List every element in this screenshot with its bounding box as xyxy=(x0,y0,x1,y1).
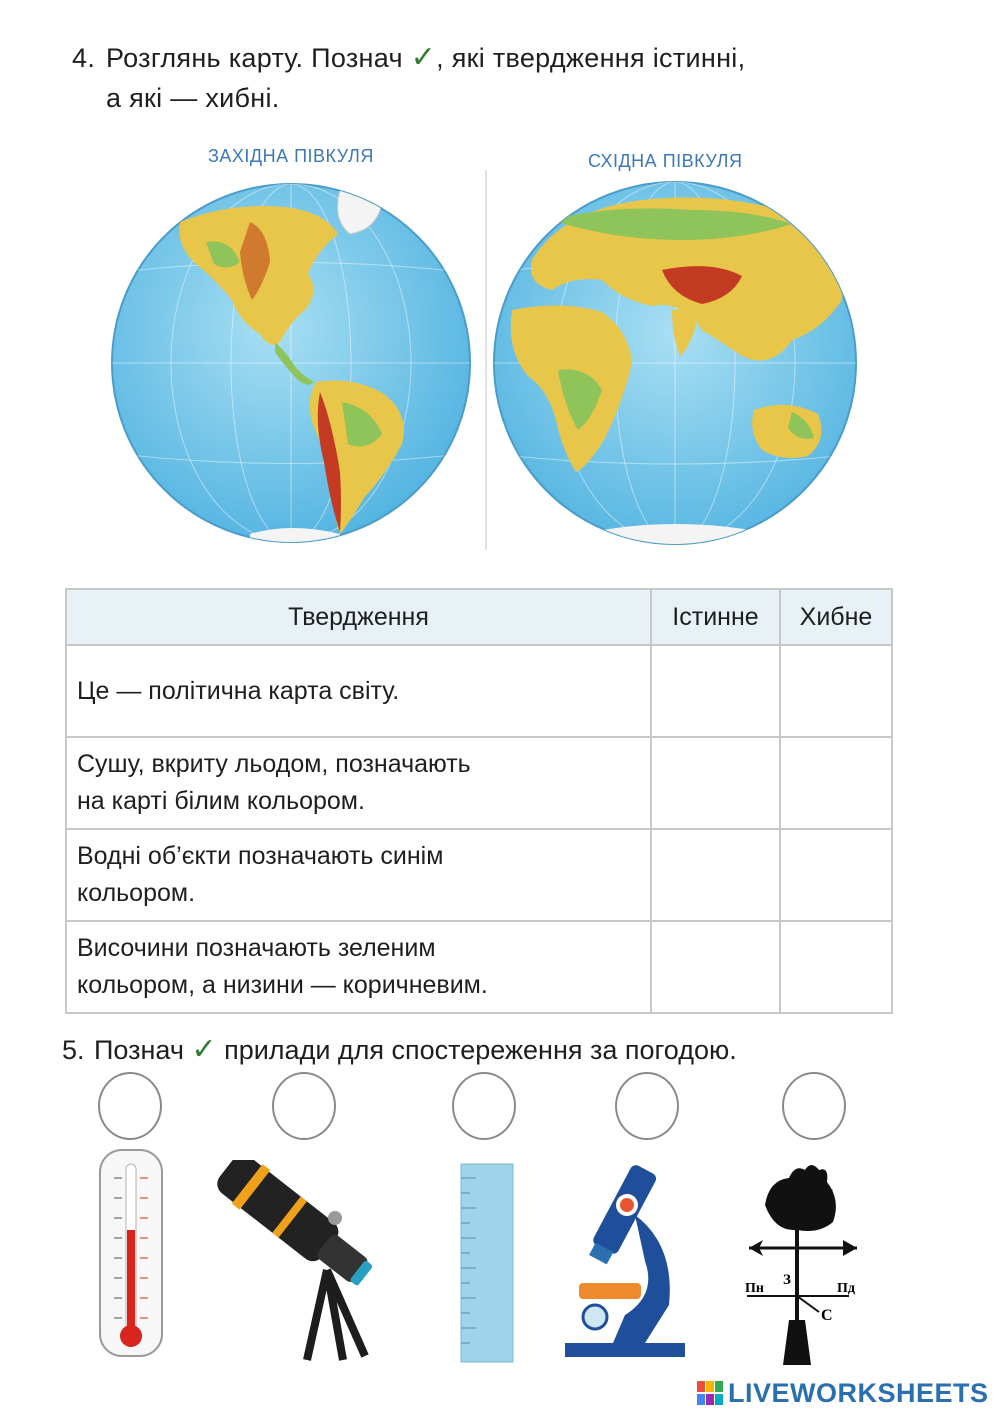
false-answer-cell[interactable] xyxy=(780,645,892,737)
answer-circle-weathervane[interactable] xyxy=(782,1072,846,1140)
weathervane-east-letter: Пд xyxy=(837,1281,855,1296)
false-answer-cell[interactable] xyxy=(780,829,892,921)
true-answer-cell[interactable] xyxy=(651,737,780,829)
task-5-text-part1: Познач xyxy=(94,1035,184,1065)
task-5-title xyxy=(62,1030,737,1070)
thermometer-icon xyxy=(98,1148,164,1358)
statement-cell xyxy=(66,645,651,737)
answer-circle-microscope[interactable] xyxy=(615,1072,679,1140)
answer-circle-ruler[interactable] xyxy=(452,1072,516,1140)
eastern-hemisphere-label: СХІДНА ПІВКУЛЯ xyxy=(588,151,743,171)
table-row xyxy=(66,921,892,1013)
statement-text-line1: Водні об’єкти позначають синім xyxy=(77,842,444,870)
map-divider xyxy=(485,170,487,550)
true-answer-cell[interactable] xyxy=(651,921,780,1013)
ruler-icon xyxy=(460,1163,514,1363)
statement-text-line1: Сушу, вкриту льодом, позначають xyxy=(77,750,471,778)
header-statement: Твердження xyxy=(66,589,651,645)
true-answer-cell[interactable] xyxy=(651,645,780,737)
liveworksheets-logo-icon xyxy=(697,1381,723,1405)
weathervane-south-letter: С xyxy=(821,1307,833,1324)
task-4-text-part1: Розглянь карту. Познач xyxy=(106,43,403,73)
task-4-text-line2: а які — хибні. xyxy=(106,83,280,113)
task-4-title xyxy=(72,38,912,118)
statement-text-line2: кольором, а низини — коричневим. xyxy=(77,971,488,999)
western-hemisphere-label: ЗАХІДНА ПІВКУЛЯ xyxy=(208,146,374,166)
answer-circle-telescope[interactable] xyxy=(272,1072,336,1140)
telescope-icon xyxy=(215,1160,390,1365)
statement-text: Це — політична карта світу. xyxy=(77,676,400,705)
weathervane-west-letter: Пн xyxy=(745,1281,764,1296)
true-answer-cell[interactable] xyxy=(651,829,780,921)
eastern-hemisphere-map xyxy=(492,180,858,546)
table-row xyxy=(66,737,892,829)
statement-cell xyxy=(66,829,651,921)
false-answer-cell[interactable] xyxy=(780,921,892,1013)
statement-text-line2: на карті білим кольором. xyxy=(77,787,365,815)
task-4-text-part2: , які твердження істинні, xyxy=(436,43,746,73)
task-5-text-part2: прилади для спостереження за погодою. xyxy=(224,1035,737,1065)
statement-cell xyxy=(66,921,651,1013)
statement-text-line1: Височини позначають зеленим xyxy=(77,934,436,962)
task-5-number: 5. xyxy=(62,1035,85,1065)
statements-table xyxy=(65,588,893,1014)
task-4-number: 4. xyxy=(72,43,96,73)
liveworksheets-brand: LIVEWORKSHEETS xyxy=(728,1378,989,1408)
weathervane-north-letter: З xyxy=(783,1272,791,1288)
statement-text-line2: кольором. xyxy=(77,879,196,907)
table-row xyxy=(66,829,892,921)
western-hemisphere-map xyxy=(110,182,472,544)
microscope-icon xyxy=(565,1165,685,1360)
check-mark-icon: ✓ xyxy=(191,1033,217,1066)
answer-circle-thermometer[interactable] xyxy=(98,1072,162,1140)
check-mark-icon: ✓ xyxy=(410,41,437,74)
statement-cell xyxy=(66,737,651,829)
table-row xyxy=(66,645,892,737)
header-true: Істинне xyxy=(651,589,780,645)
header-false: Хибне xyxy=(780,589,892,645)
false-answer-cell[interactable] xyxy=(780,737,892,829)
weathervane-icon xyxy=(745,1160,870,1370)
